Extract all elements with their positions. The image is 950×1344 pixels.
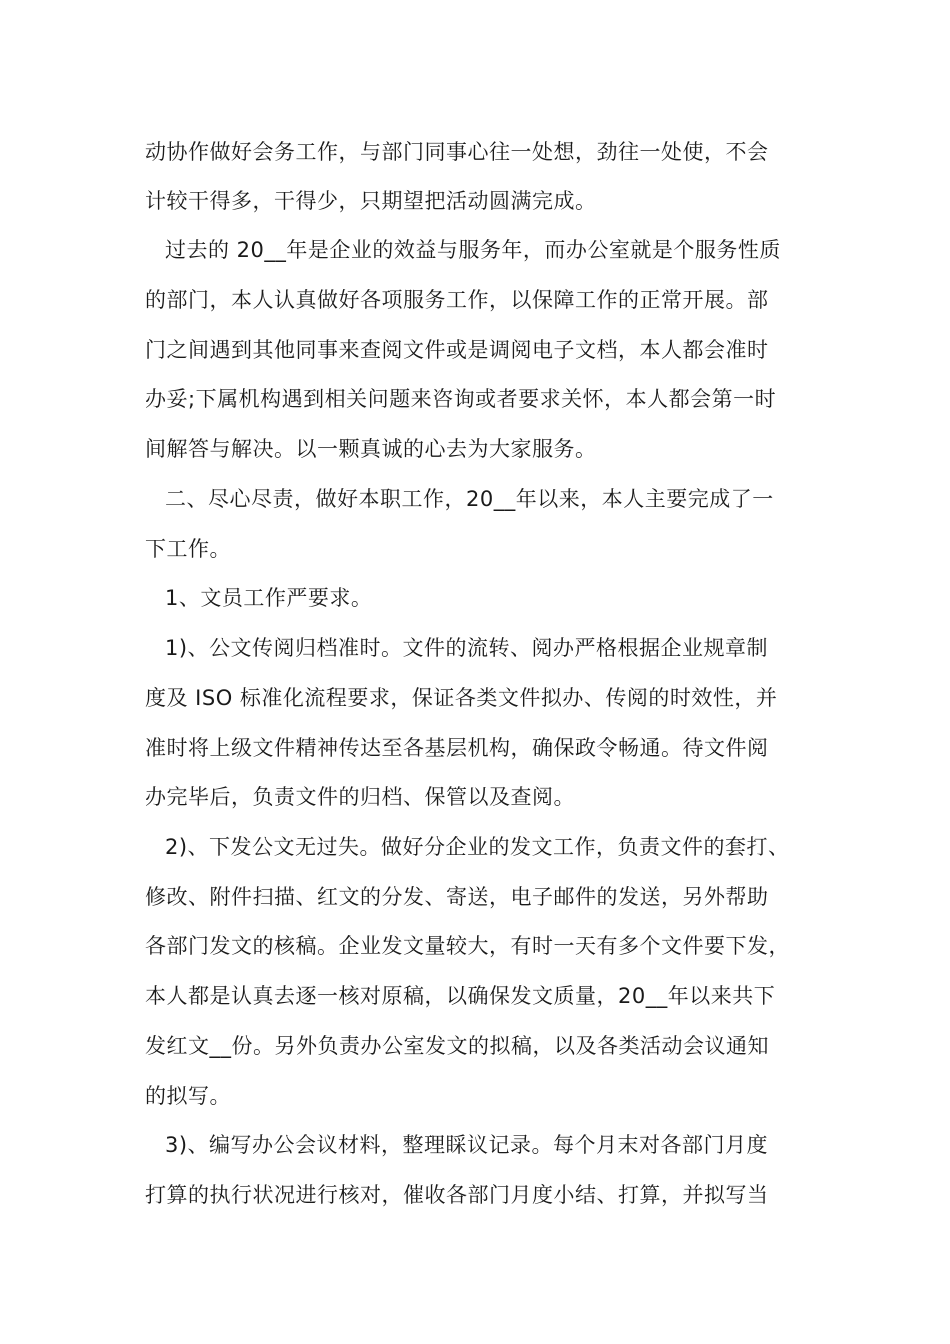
text-line: 各部门发文的核稿。企业发文量较大，有时一天有多个文件要下发， bbox=[145, 934, 790, 958]
text-line: 办完毕后，负责文件的归档、保管以及查阅。 bbox=[145, 785, 575, 809]
text-line: 的部门，本人认真做好各项服务工作，以保障工作的正常开展。部 bbox=[145, 288, 769, 312]
text-line: 修改、附件扫描、红文的分发、寄送，电子邮件的发送，另外帮助 bbox=[145, 885, 769, 909]
text-line: 3)、编写办公会议材料，整理睬议记录。每个月末对各部门月度 bbox=[165, 1133, 769, 1157]
text-line: 1、文员工作严要求。 bbox=[165, 586, 373, 610]
text-line: 间解答与解决。以一颗真诚的心去为大家服务。 bbox=[145, 437, 597, 461]
text-line: 2)、下发公文无过失。做好分企业的发文工作，负责文件的套打、 bbox=[165, 835, 790, 859]
text-line: 二、尽心尽责，做好本职工作，20__年以来，本人主要完成了一 bbox=[165, 487, 774, 511]
text-line: 本人都是认真去逐一核对原稿，以确保发文质量，20__年以来共下 bbox=[145, 984, 776, 1008]
text-line: 动协作做好会务工作，与部门同事心往一处想，劲往一处使，不会 bbox=[145, 140, 769, 164]
text-line: 发红文__份。另外负责办公室发文的拟稿，以及各类活动会议通知 bbox=[145, 1034, 769, 1058]
text-line: 过去的 20__年是企业的效益与服务年，而办公室就是个服务性质 bbox=[165, 238, 781, 262]
text-line: 办妥;下属机构遇到相关问题来咨询或者要求关怀，本人都会第一时 bbox=[145, 387, 777, 411]
text-line: 度及 ISO 标准化流程要求，保证各类文件拟办、传阅的时效性，并 bbox=[145, 686, 778, 710]
text-line: 的拟写。 bbox=[145, 1084, 231, 1108]
text-line: 打算的执行状况进行核对，催收各部门月度小结、打算，并拟写当 bbox=[145, 1183, 769, 1207]
text-line: 准时将上级文件精神传达至各基层机构，确保政令畅通。待文件阅 bbox=[145, 736, 769, 760]
text-line: 下工作。 bbox=[145, 537, 231, 561]
text-line: 1)、公文传阅归档准时。文件的流转、阅办严格根据企业规章制 bbox=[165, 636, 769, 660]
text-line: 门之间遇到其他同事来查阅文件或是调阅电子文档，本人都会准时 bbox=[145, 338, 769, 362]
text-line: 计较干得多，干得少，只期望把活动圆满完成。 bbox=[145, 189, 597, 213]
